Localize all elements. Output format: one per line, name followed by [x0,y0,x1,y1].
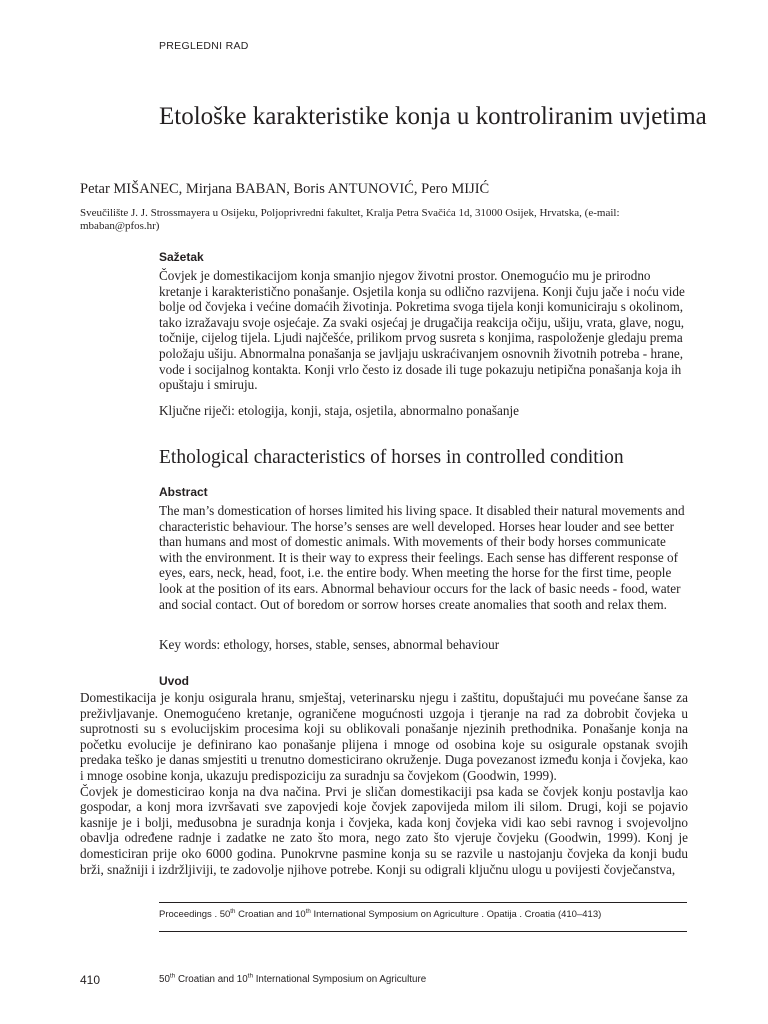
uvod-paragraph-1: Domestikacija je konju osigurala hranu, smještaj, veterinarsku njegu i zaštitu, dopuštajući mu povećane šanse za preživljavanje. Onemogućeno kretanje, ograničene mogućnosti uzgoja i tjeranje na rad za dobrobit čovjeka u suprotnosti su s evolucijskim procesima koji su oblikovali ponašanje njezinih prethodnika. Ponašanje konja na početku evolucije je definirano kao ponašanje plijena i mnoge od osobina koje su osigurale opstanak svojih predaka teško je danas smjestiti u trenutno domesticirano okruženje. Duga povezanost između konja i čovjeka, kao i mnoge osobine konja, ukazuju predispoziciju za suradnju sa čovjekom (Goodwin, 1999). [80,690,688,783]
footer-rule-top [159,902,687,903]
abstract-heading: Abstract [159,485,208,499]
english-title: Ethological characteristics of horses in controlled condition [159,447,624,468]
key-words: Key words: ethology, horses, stable, senses, abnormal behaviour [159,637,500,652]
uvod-paragraph-2: Čovjek je domesticirao konja na dva načina. Prvi je sličan domestikaciji psa kada se čovjek konju postavlja kao gospodar, a konj mora izvršavati sve zapovjedi koje čovjek zapovijeda milom ili silom. Drugi, koji se pojavio kasnije je i bolji, međusobna je suradnja konja i čovjeka, kada konj čovjeka vidi kao sebi ravnog i svojevoljno obavlja određene radnje i zadatke ne zato što mora, nego zato što vjeruje čovjeku (Goodwin, 1999). Konj je domesticiran prije oko 6000 godina. Punokrvne pasmine konja su se razvile u nastojanju čovjeka da konji budu brži, snažniji i izdržljiviji, te zadovolje njihove potrebe. Konji su odigrali ključnu ulogu u povijesti čovječanstva, [80,783,688,877]
uvod-heading: Uvod [159,674,189,688]
uvod-body [80,690,688,877]
kljucne-rijeci: Ključne riječi: etologija, konji, staja, osjetila, abnormalno ponašanje [159,403,519,418]
sazetak-text: Čovjek je domestikacijom konja smanjio njegov životni prostor. Onemogućio mu je prirodno kretanje i karakteristično ponašanje. Osjetila konja su odlično razvijena. Konji čuju jače i noću vide bolje od čovjeka i većine domaćih životinja. Pokretima svoga tijela konji komuniciraju s okolinom, tako izražavaju svoje osjećaje. Za svaki osjećaj je drugačija reakcija očiju, ušiju, vrata, glave, nogu, točnije, cijelog tijela. Ljudi najčešće, prilikom prvog susreta s konjima, raspoloženje gledaju prema položaju ušiju. Abnormalna ponašanja se javljaju uskraćivanjem osnovnih životnih potreba - hrane, vode i socijalnog kontakta. Konji vrlo često iz dosade ili tuge pokazuju netipična ponašanja koja ih opuštaju i smiruju. [159,268,685,393]
affiliation: Sveučilište J. J. Strossmayera u Osijeku, Poljoprivredni fakultet, Kralja Petra Svačića 1d, 31000 Osijek, Hrvatska, (e-mail: mbaban@pfos.hr) [80,207,620,232]
article-type-label: PREGLEDNI RAD [159,40,249,52]
abstract-text: The man’s domestication of horses limited his living space. It disabled their natural movements and characteristic behaviour. The horse’s senses are well developed. Horses hear louder and see better than humans and most of domestic animals. With movements of their body horses communicate with the environment. It is their way to express their feelings. Each sense has different response of eyes, ears, neck, head, foot, i.e. the entire body. When meeting the horse for the first time, people look at the position of its ears. Abnormal behaviour occurs for the lack of basic needs - food, water and social contact. Out of boredom or sorrow horses create anomalies that sooth and relax them. [159,503,685,612]
sazetak-heading: Sažetak [159,250,204,264]
authors: Petar MIŠANEC, Mirjana BABAN, Boris ANTUNOVIĆ, Pero MIJIĆ [80,181,490,197]
running-footer: 50th Croatian and 10th International Symposium on Agriculture [159,972,427,985]
article-title: Etološke karakteristike konja u kontroliranim uvjetima [159,103,707,130]
footer-rule-bottom [159,931,687,932]
proceedings-citation: Proceedings . 50th Croatian and 10th International Symposium on Agriculture . Opatija . Croatia (410–413) [159,907,602,920]
page-number: 410 [80,973,101,987]
